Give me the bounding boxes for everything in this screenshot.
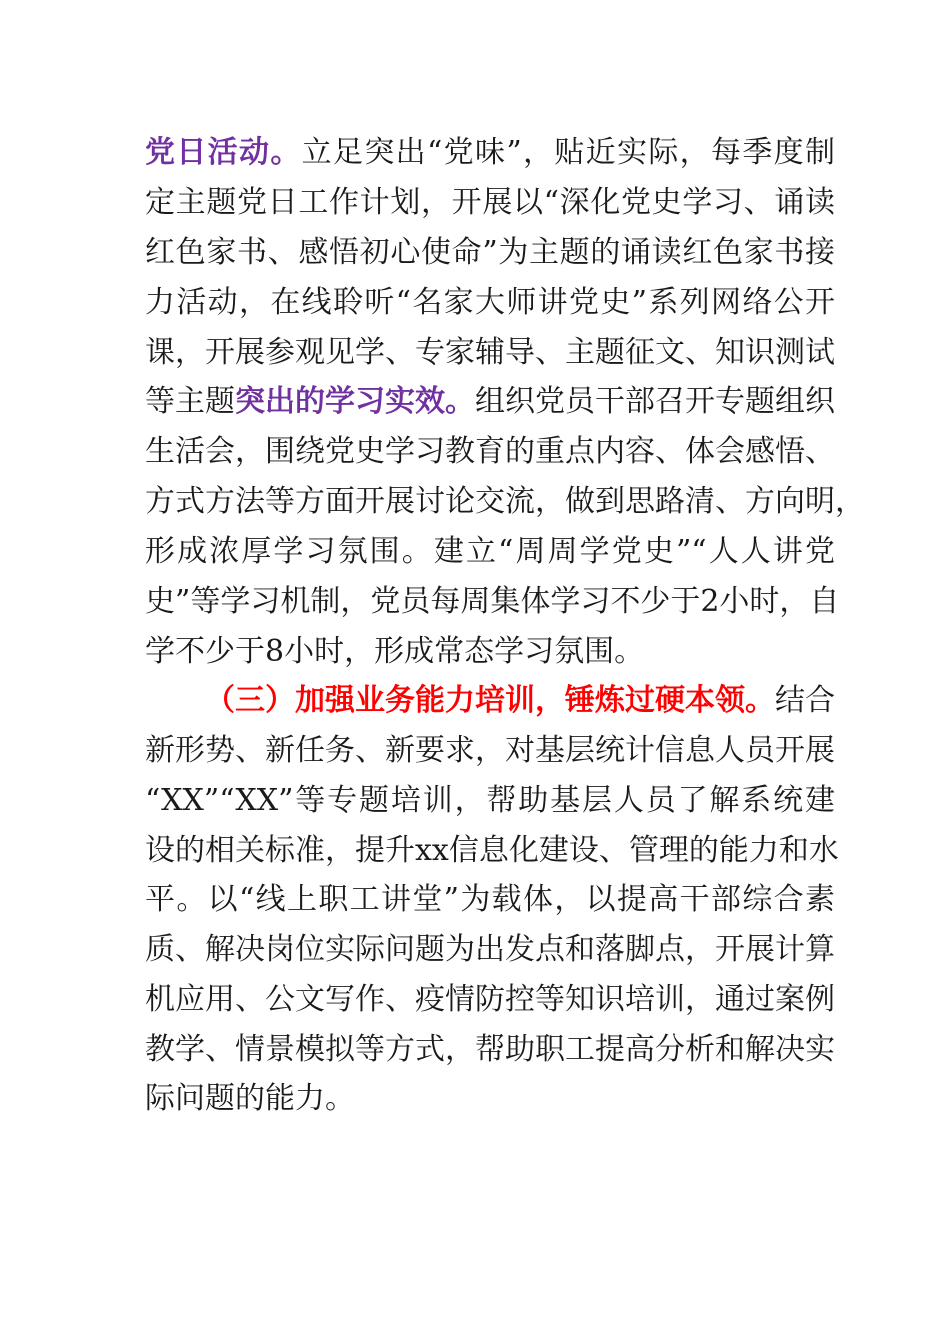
p1-line-6-prefix: 等主题: [145, 384, 235, 419]
p2-line-9: 际问题的能力。: [145, 1081, 355, 1116]
section-heading-three: （三）加强业务能力培训，锤炼过硬本领。: [205, 683, 775, 718]
p2-line-1: [205, 676, 835, 726]
p1-line-1: [145, 128, 835, 178]
p1-line-11: 学不少于8小时，形成常态学习氛围。: [145, 634, 645, 669]
p2-line-3: “XX”“XX”等专题培训，帮助基层人员了解系统建: [145, 783, 835, 818]
p2-line-4: 设的相关标准，提升xx信息化建设、管理的能力和水: [145, 833, 839, 868]
purple-highlight-learning-effect: 突出的学习实效。: [235, 384, 475, 419]
p1-line-4: 力活动，在线聆听“名家大师讲党史”系列网络公开: [145, 285, 835, 320]
p1-line-2: 定主题党日工作计划，开展以“深化党史学习、诵读: [145, 185, 835, 220]
purple-highlight-party-day: 党日活动。: [145, 135, 302, 170]
p2-line-5: 平。以“线上职工讲堂”为载体，以提高干部综合素: [145, 882, 835, 917]
p2-line-8: 教学、情景模拟等方式，帮助职工提高分析和解决实: [145, 1032, 835, 1067]
p1-line-8: 方式方法等方面开展讨论交流，做到思路清、方向明，: [145, 484, 865, 519]
p2-line-7: 机应用、公文写作、疫情防控等知识培训，通过案例: [145, 982, 835, 1017]
p1-line-7: 生活会，围绕党史学习教育的重点内容、体会感悟、: [145, 434, 835, 469]
p2-line-1-text: 结合: [775, 683, 835, 718]
p1-line-6: [145, 377, 835, 427]
p1-line-9: 形成浓厚学习氛围。建立“周周学党史”“人人讲党: [145, 534, 835, 569]
p1-line-3: 红色家书、感悟初心使命”为主题的诵读红色家书接: [145, 235, 835, 270]
p1-line-6-text: 组织党员干部召开专题组织: [475, 384, 835, 419]
p2-line-2: 新形势、新任务、新要求，对基层统计信息人员开展: [145, 733, 835, 768]
p1-line-1-text: 立足突出“党味”，贴近实际，每季度制: [301, 135, 835, 170]
p1-line-5: 课，开展参观见学、专家辅导、主题征文、知识测试: [145, 335, 835, 370]
p2-line-6: 质、解决岗位实际问题为出发点和落脚点，开展计算: [145, 932, 835, 967]
p1-line-10: 史”等学习机制，党员每周集体学习不少于2小时，自: [145, 584, 840, 619]
